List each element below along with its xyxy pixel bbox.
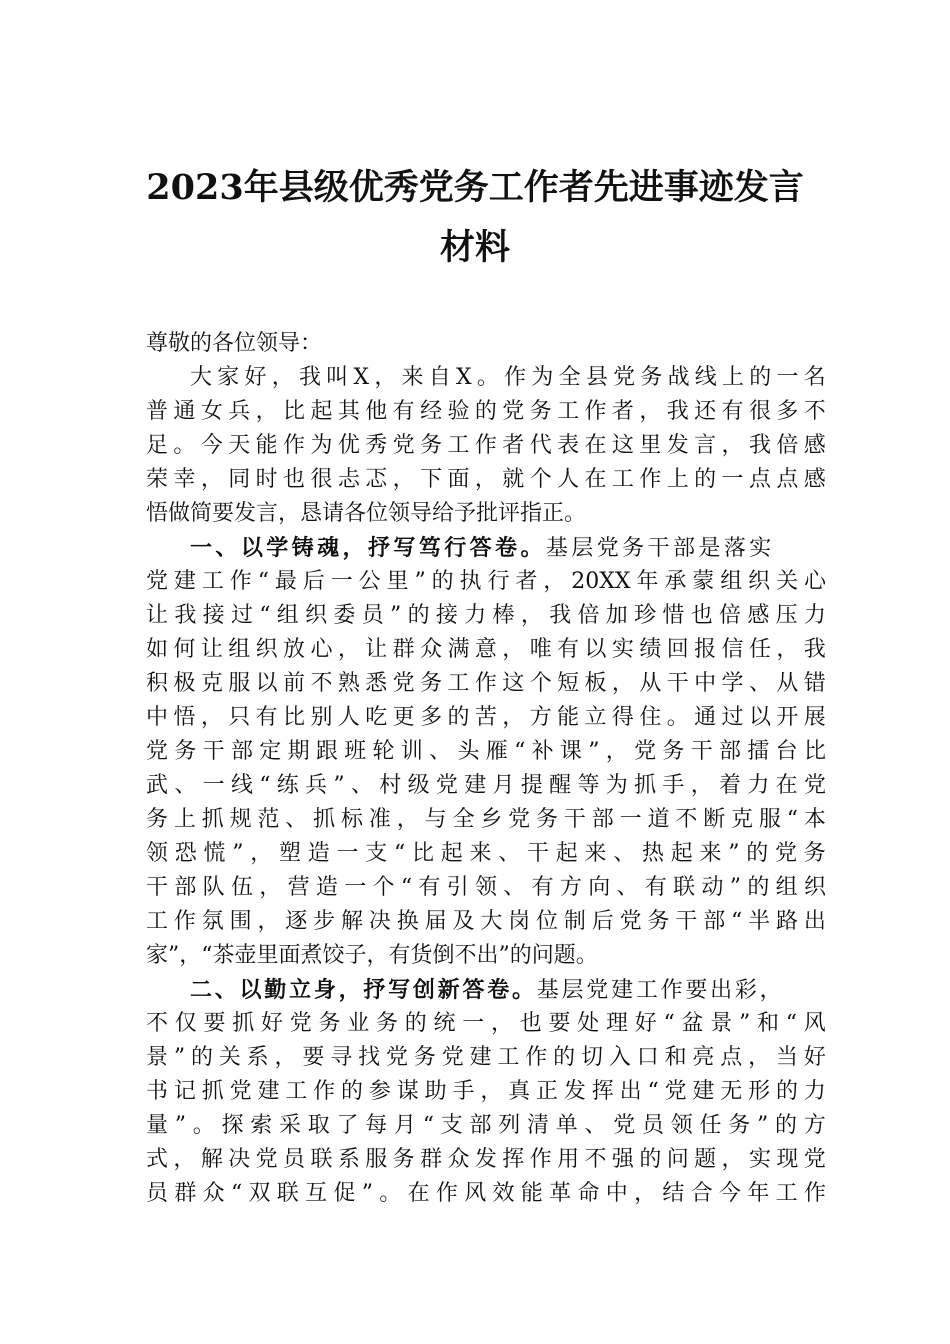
section-2-heading: 二、以勤立身，抒写创新答卷。 [190,977,537,1003]
salutation: 尊敬的各位领导： [146,331,323,356]
section-2-line: 书 记 抓 党 建 工 作 的 参 谋 助 手 ， 真 正 发 挥 出 “ 党 建 无 形 的 力 [146,1079,826,1104]
section-1-line: 务 上 抓 规 范 、 抓 标 准 ， 与 全 乡 党 务 干 部 一 道 不 断 克 服 “ 本 [146,807,826,832]
section-2-paragraph [146,973,826,1211]
section-2-line: 量 ” 。 探 索 采 取 了 每 月 “ 支 部 列 清 单 、 党 员 领 任 务 ” 的 方 [146,1113,826,1138]
section-1-paragraph [146,531,826,973]
document-title-line-1: 2023年县级优秀党务工作者先进事迹发言 [146,167,804,208]
intro-line: 普 通 女 兵 ， 比 起 其 他 有 经 验 的 党 务 工 作 者 ， 我 还 有 很 多 不 [146,399,826,424]
document-title-line-2: 材料 [439,227,510,268]
intro-paragraph [146,361,831,531]
section-1-line: 领 恐 慌 ” ， 塑 造 一 支 “ 比 起 来 、 干 起 来 、 热 起 来 ” 的 党 务 [146,841,826,866]
section-1-heading: 一、以学铸魂，抒写笃行答卷。 [190,535,546,561]
section-2-line: 式 ， 解 决 党 员 联 系 服 务 群 众 发 挥 作 用 不 强 的 问 题 ， 实 现 党 [146,1147,826,1172]
section-1-line: 工 作 氛 围 ， 逐 步 解 决 换 届 及 大 岗 位 制 后 党 务 干 部 “ 半 路 出 [146,909,826,934]
section-2-line: 员 群 众 “ 双 联 互 促 ” 。 在 作 风 效 能 革 命 中 ， 结 合 今 年 工 作 [146,1181,826,1206]
section-1-line: 中 悟 ， 只 有 比 别 人 吃 更 多 的 苦 ， 方 能 立 得 住 。 通 过 以 开 展 [146,705,826,730]
section-1-line: 干 部 队 伍 ， 营 造 一 个 “ 有 引 领 、 有 方 向 、 有 联 动 ” 的 组 织 [146,875,826,900]
intro-line: 悟做简要发言，恳请各位领导给予批评指正。 [146,501,587,526]
intro-line: 大家好，我叫X，来自X。作为全县党务战线上的一名 [190,365,831,390]
section-1-first-line [146,531,826,565]
section-1-line: 如 何 让 组 织 放 心 ， 让 群 众 满 意 ， 唯 有 以 实 绩 回 报 信 任 ， 我 [146,637,826,662]
intro-line: 足 。 今 天 能 作 为 优 秀 党 务 工 作 者 代 表 在 这 里 发 言 ， 我 倍 感 [146,433,826,458]
section-1-line: 党 建 工 作 “ 最 后 一 公 里 ” 的 执 行 者 ， 20XX 年 承 蒙 组 织 关 心 [146,569,826,594]
section-1-first-line-rest: 基层党务干部是落实 [545,536,775,561]
section-2-line: 不 仅 要 抓 好 党 务 业 务 的 统 一 ， 也 要 处 理 好 “ 盆 景 ” 和 “ 风 [146,1011,826,1036]
section-1-line: 积 极 克 服 以 前 不 熟 悉 党 务 工 作 这 个 短 板 ， 从 干 中 学 、 从 错 [146,671,826,696]
section-1-line: 党 务 干 部 定 期 跟 班 轮 训 、 头 雁 “ 补 课 ” ， 党 务 干 部 擂 台 比 [146,739,826,764]
section-2-line: 景 ” 的 关 系 ， 要 寻 找 党 务 党 建 工 作 的 切 入 口 和 亮 点 ， 当 好 [146,1045,826,1070]
section-2-first-line-rest: 基层党建工作要出彩， [536,978,785,1003]
document-body [146,327,831,1211]
section-1-line: 让 我 接 过 “ 组 织 委 员 ” 的 接 力 棒 ， 我 倍 加 珍 惜 也 倍 感 压 力 [146,603,826,628]
section-2-first-line [146,973,826,1007]
section-1-line: 武 、 一 线 “ 练 兵 ” 、 村 级 党 建 月 提 醒 等 为 抓 手 ， 着 力 在 党 [146,773,826,798]
intro-line: 荣 幸 ， 同 时 也 很 忐 忑 ， 下 面 ， 就 个 人 在 工 作 上 的 一 点 点 感 [146,467,826,492]
section-1-line: 家”，“茶壶里面煮饺子，有货倒不出”的问题。 [146,943,598,968]
